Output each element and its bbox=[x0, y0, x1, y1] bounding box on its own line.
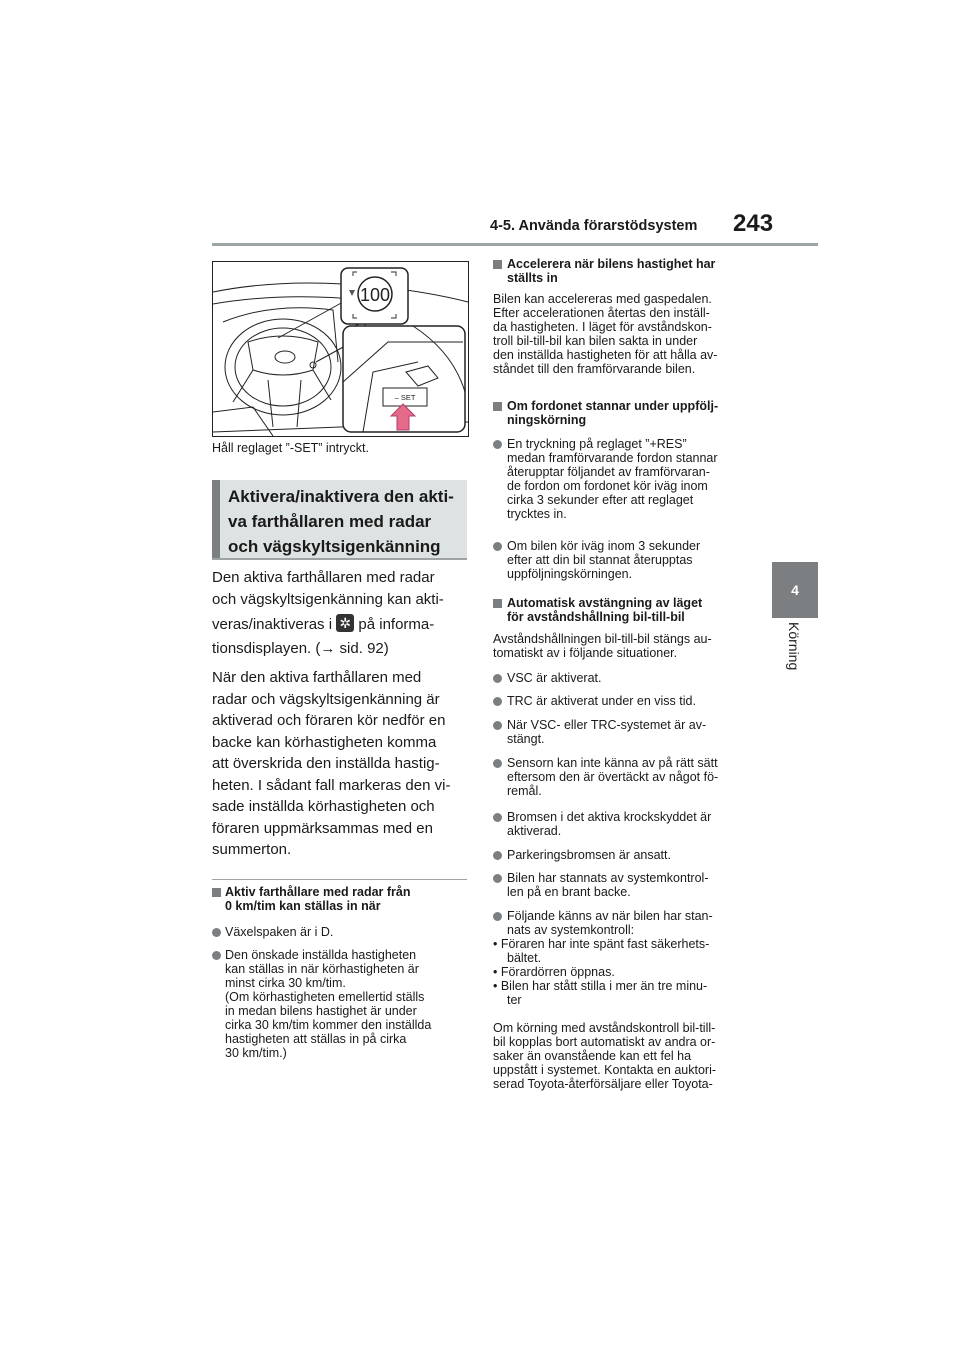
page-reference: tionsdisplayen. (→ sid. 92) bbox=[212, 639, 389, 657]
square-bullet-icon bbox=[493, 402, 502, 411]
text-line: Om bilen kör iväg inom 3 sekunder bbox=[507, 539, 701, 553]
text-line: Den önskade inställda hastigheten bbox=[225, 948, 417, 962]
chapter-label: Körning bbox=[786, 622, 802, 671]
text-line: Den aktiva farthållaren med radar bbox=[212, 569, 435, 586]
text-line: stängt. bbox=[507, 732, 545, 746]
text-line: summerton. bbox=[212, 841, 292, 858]
text-line: och vägskyltsigenkänning kan akti- bbox=[212, 590, 444, 608]
round-bullet-icon bbox=[493, 813, 502, 822]
round-bullet-icon bbox=[493, 697, 502, 706]
text-line: ningskörning bbox=[507, 413, 587, 427]
list-item bbox=[507, 909, 713, 937]
text-line: kan ställas in när körhastigheten är bbox=[225, 962, 419, 976]
set-button-label: – SET bbox=[394, 393, 416, 402]
subsection-heading bbox=[507, 596, 702, 624]
text-line: När den aktiva farthållaren med bbox=[212, 669, 422, 686]
text-line: nats av systemkontroll: bbox=[507, 923, 635, 937]
text-line: En tryckning på reglaget ”+RES” bbox=[507, 437, 687, 451]
text-line: 30 km/tim.) bbox=[225, 1046, 287, 1060]
text-line: • Bilen har stått stilla i mer än tre minu- bbox=[493, 979, 708, 993]
heading-line: och vägskyltsigenkänning bbox=[228, 537, 441, 556]
text-line: återupptar följandet av framförvaran- bbox=[507, 465, 710, 479]
text-line: tomatiskt av i följande situationer. bbox=[493, 646, 678, 660]
text-line bbox=[212, 614, 472, 636]
dashboard-drawing bbox=[213, 262, 468, 436]
list-item bbox=[507, 718, 706, 746]
text-line: backe kan körhastigheten komma bbox=[212, 733, 437, 751]
text-line: uppstått i systemet. Kontakta en auktori- bbox=[493, 1063, 717, 1077]
list-item: Växelspaken är i D. bbox=[225, 925, 334, 939]
text-line: minst cirka 30 km/tim. bbox=[225, 976, 346, 990]
section-heading-box bbox=[212, 480, 467, 558]
round-bullet-icon bbox=[212, 928, 221, 937]
list-item bbox=[507, 437, 718, 521]
round-bullet-icon bbox=[493, 542, 502, 551]
subsection-heading bbox=[507, 399, 718, 427]
list-item bbox=[225, 948, 431, 1060]
text-line: heten. I sådant fall markeras den vi- bbox=[212, 776, 451, 794]
text-line: ställts in bbox=[507, 271, 558, 285]
text-line: remål. bbox=[507, 784, 542, 798]
speed-value: 100 bbox=[359, 285, 391, 305]
text-fragment: på informa- bbox=[358, 616, 435, 633]
text-line: När VSC- eller TRC-systemet är av- bbox=[507, 718, 707, 732]
figure-caption: Håll reglaget ”-SET” intryckt. bbox=[212, 441, 369, 455]
round-bullet-icon bbox=[493, 721, 502, 730]
heading-line: Aktivera/inaktivera den akti- bbox=[228, 487, 454, 506]
page-number: 243 bbox=[733, 210, 774, 237]
text-line: Om körning med avståndskontroll bil-till- bbox=[493, 1021, 716, 1035]
sub-list bbox=[493, 937, 709, 1007]
text-line: eftersom den är övertäckt av något fö- bbox=[507, 770, 719, 784]
list-item: VSC är aktiverat. bbox=[507, 671, 602, 685]
steering-wheel-illustration bbox=[212, 261, 469, 437]
heading-line: va farthållaren med radar bbox=[228, 512, 432, 531]
round-bullet-icon bbox=[212, 951, 221, 960]
square-bullet-icon bbox=[493, 260, 502, 269]
text-line: radar och vägskyltsigenkänning är bbox=[212, 690, 440, 708]
text-line: trycktes in. bbox=[507, 507, 567, 521]
text-line: ståndet till den framförvarande bilen. bbox=[493, 362, 696, 376]
square-bullet-icon bbox=[212, 888, 221, 897]
text-line: bältet. bbox=[507, 951, 542, 965]
text-line: medan framförvarande fordon stannar bbox=[507, 451, 718, 465]
paragraph-downhill bbox=[212, 667, 472, 861]
paragraph bbox=[493, 632, 712, 660]
text-line: föraren uppmärksammas med en bbox=[212, 819, 433, 837]
round-bullet-icon bbox=[493, 851, 502, 860]
list-item bbox=[507, 756, 718, 798]
text-line: de fordon om fordonet kör iväg inom bbox=[507, 479, 708, 493]
text-line: • Förardörren öppnas. bbox=[493, 965, 615, 979]
text-line: cirka 3 sekunder efter att reglaget bbox=[507, 493, 694, 507]
header-rule bbox=[212, 243, 818, 246]
text-line: len på en brant backe. bbox=[507, 885, 631, 899]
text-line: Om fordonet stannar under uppfölj- bbox=[507, 399, 719, 413]
text-line: Automatisk avstängning av läget bbox=[507, 596, 703, 610]
text-line: cirka 30 km/tim kommer den inställda bbox=[225, 1018, 432, 1032]
round-bullet-icon bbox=[493, 759, 502, 768]
text-line: Följande känns av när bilen har stan- bbox=[507, 909, 713, 923]
list-item bbox=[507, 871, 708, 899]
round-bullet-icon bbox=[493, 674, 502, 683]
text-line: Accelerera när bilens hastighet har bbox=[507, 257, 716, 271]
text-line: 0 km/tim kan ställas in när bbox=[225, 899, 381, 913]
text-line: troll bil-till-bil kan bilen sakta in under bbox=[493, 334, 698, 348]
text-line: uppföljningskörningen. bbox=[507, 567, 633, 581]
subsection-heading bbox=[507, 257, 715, 285]
text-line: den inställda hastigheten för att hålla av- bbox=[493, 348, 718, 362]
text-line: att överskrida den inställda hastig- bbox=[212, 755, 440, 772]
text-line: Bromsen i det aktiva krockskyddet är bbox=[507, 810, 712, 824]
paragraph-activation bbox=[212, 567, 472, 659]
text-line: saker än ovanstående kan ett fel ha bbox=[493, 1049, 692, 1063]
text-line: Sensorn kan inte känna av på rätt sätt bbox=[507, 756, 718, 770]
list-item bbox=[507, 810, 711, 838]
round-bullet-icon bbox=[493, 874, 502, 883]
round-bullet-icon bbox=[493, 912, 502, 921]
text-line: (Om körhastigheten emellertid ställs bbox=[225, 990, 425, 1004]
text-line: • Föraren har inte spänt fast säkerhets- bbox=[493, 937, 710, 951]
round-bullet-icon bbox=[493, 440, 502, 449]
text-line: Efter accelerationen återtas den inställ- bbox=[493, 306, 710, 320]
text-fragment: veras/inaktiveras i bbox=[212, 616, 333, 633]
heading-rule bbox=[212, 558, 467, 560]
text-line: Avståndshållningen bil-till-bil stängs au- bbox=[493, 632, 712, 646]
divider bbox=[212, 879, 467, 880]
section-title: 4-5. Använda förarstödsystem bbox=[490, 218, 698, 234]
text-line: aktiverad och föraren kör nedför en bbox=[212, 712, 446, 729]
list-item: Parkeringsbromsen är ansatt. bbox=[507, 848, 671, 862]
text-line: Bilen har stannats av systemkontrol- bbox=[507, 871, 709, 885]
chapter-tab: 4 bbox=[772, 562, 818, 618]
text-line: efter att din bil stannat återupptas bbox=[507, 553, 693, 567]
paragraph bbox=[493, 1021, 716, 1091]
paragraph bbox=[493, 292, 717, 376]
settings-gear-icon: ✲ bbox=[336, 614, 354, 632]
text-line: Aktiv farthållare med radar från bbox=[225, 885, 411, 899]
list-item bbox=[507, 539, 700, 581]
text-line: serad Toyota-återförsäljare eller Toyota- bbox=[493, 1077, 713, 1091]
text-line: Bilen kan accelereras med gaspedalen. bbox=[493, 292, 712, 306]
speed-display-callout bbox=[341, 268, 408, 324]
list-item: TRC är aktiverat under en viss tid. bbox=[507, 694, 696, 708]
text-line: bil kopplas bort automatiskt av andra or- bbox=[493, 1035, 716, 1049]
square-bullet-icon bbox=[493, 599, 502, 608]
text-line: in medan bilens hastighet är under bbox=[225, 1004, 417, 1018]
text-line: hastigheten att ställas in på cirka bbox=[225, 1032, 407, 1046]
text-line: sade inställda körhastigheten och bbox=[212, 798, 435, 815]
text-line: da hastigheten. I läget för avståndskon- bbox=[493, 320, 712, 334]
subsection-heading bbox=[225, 885, 411, 913]
text-line: aktiverad. bbox=[507, 824, 562, 838]
text-line: för avståndshållning bil-till-bil bbox=[507, 610, 685, 624]
set-switch-callout bbox=[343, 326, 465, 432]
text-line: ter bbox=[507, 993, 522, 1007]
